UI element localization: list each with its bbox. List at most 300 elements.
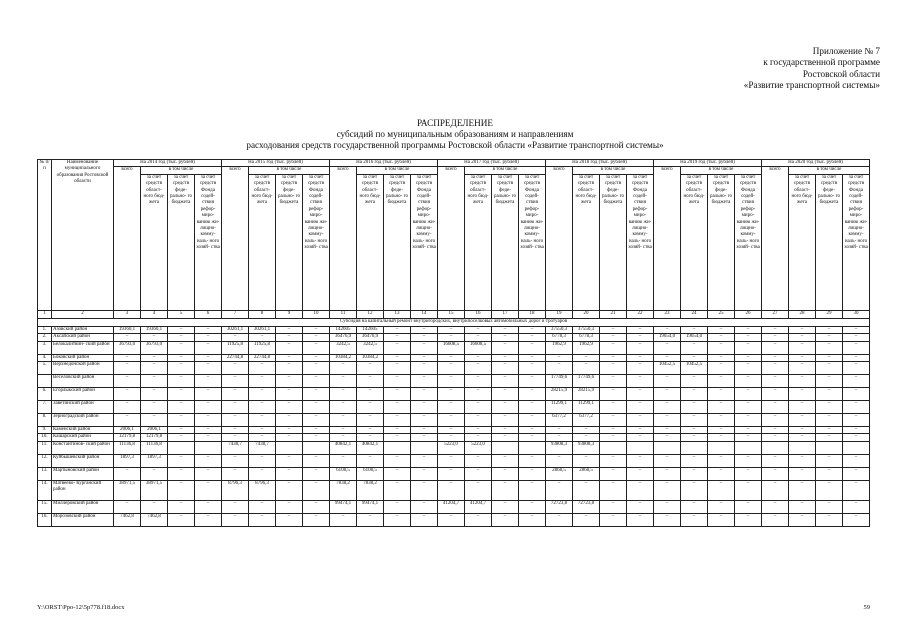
column-header-name: Наименование муниципального образования Ростовской области <box>52 160 114 311</box>
column-number-cell: 25 <box>708 310 735 318</box>
value-cell <box>195 441 222 454</box>
value-cell: – <box>411 414 438 427</box>
value-cell: – <box>546 354 573 361</box>
value-cell: – <box>114 414 141 427</box>
document-subtitle-line: субсидий по муниципальным образованиям и направлениям <box>336 129 574 140</box>
table-row <box>38 326 870 333</box>
value-cell: – <box>627 434 654 441</box>
column-header-year: На 2020 год (тыс. рублей) <box>762 160 870 167</box>
column-header-total: всего <box>222 167 249 310</box>
value-cell: – <box>492 500 519 513</box>
value-cell: – <box>303 334 330 341</box>
value-cell: 11299,1 <box>573 401 600 414</box>
value-cell: – <box>438 388 465 401</box>
value-cell: – <box>654 467 681 480</box>
value-cell: 36793,0 <box>141 341 168 354</box>
value-cell: – <box>762 427 789 434</box>
municipality-name-cell: Мартыновский район <box>52 467 114 480</box>
column-header-funding-source: за счет средств Фонда содей- ствия рефор- миро- ванию жи- лищно- комму- наль- ного хозяй- ства <box>735 174 762 310</box>
value-cell: – <box>627 388 654 401</box>
row-number-cell: 10. <box>38 434 52 441</box>
value-cell: – <box>789 454 816 467</box>
value-cell: – <box>843 434 870 441</box>
value-cell: – <box>573 427 600 434</box>
value-cell: – <box>789 401 816 414</box>
table-row <box>38 334 870 341</box>
value-cell: – <box>627 354 654 361</box>
value-cell: – <box>303 354 330 361</box>
value-cell: – <box>708 334 735 341</box>
appendix-line: Приложение № 7 <box>812 46 880 56</box>
value-cell: – <box>303 480 330 500</box>
value-cell: – <box>492 427 519 434</box>
value-cell: – <box>168 334 195 341</box>
value-cell: – <box>492 401 519 414</box>
value-cell: – <box>681 388 708 401</box>
value-cell: 19360,1 <box>141 326 168 333</box>
value-cell: – <box>276 354 303 361</box>
value-cell: – <box>843 427 870 434</box>
municipality-name-cell: Каменский район <box>52 427 114 434</box>
value-cell: – <box>843 334 870 341</box>
value-cell: – <box>411 388 438 401</box>
value-cell: – <box>627 480 654 500</box>
value-cell: – <box>168 427 195 434</box>
value-cell: – <box>168 500 195 513</box>
value-cell <box>789 441 816 454</box>
value-cell: – <box>303 362 330 375</box>
value-cell: – <box>708 401 735 414</box>
value-cell: – <box>384 414 411 427</box>
value-cell: – <box>465 480 492 500</box>
value-cell: – <box>492 480 519 500</box>
value-cell: – <box>681 513 708 526</box>
value-cell: – <box>843 326 870 333</box>
value-cell: – <box>816 500 843 513</box>
value-cell: – <box>330 414 357 427</box>
value-cell: – <box>195 388 222 401</box>
value-cell: – <box>357 414 384 427</box>
value-cell: 6377,2 <box>546 414 573 427</box>
table-row <box>38 362 870 375</box>
value-cell: – <box>384 354 411 361</box>
value-cell: – <box>249 427 276 434</box>
value-cell: – <box>762 513 789 526</box>
value-cell: 8796,3 <box>249 480 276 500</box>
value-cell: – <box>168 414 195 427</box>
column-number-cell: 18 <box>519 310 546 318</box>
value-cell: 11136,8 <box>114 441 141 454</box>
value-cell: – <box>654 480 681 500</box>
value-cell: – <box>114 354 141 361</box>
value-cell: – <box>195 454 222 467</box>
value-cell: – <box>519 362 546 375</box>
value-cell: – <box>195 401 222 414</box>
document-heading <box>120 118 790 152</box>
value-cell: – <box>735 326 762 333</box>
value-cell: – <box>303 500 330 513</box>
value-cell: 17749,6 <box>546 375 573 388</box>
value-cell: – <box>492 326 519 333</box>
footer-page-number: 59 <box>863 604 870 611</box>
value-cell: – <box>411 434 438 441</box>
column-header-year: На 2019 год (тыс. рублей) <box>654 160 762 167</box>
value-cell: – <box>114 362 141 375</box>
value-cell: – <box>627 375 654 388</box>
table-row <box>38 454 870 467</box>
value-cell: – <box>816 414 843 427</box>
value-cell: – <box>816 434 843 441</box>
column-number-cell: 22 <box>627 310 654 318</box>
value-cell: – <box>168 454 195 467</box>
column-header-funding-source: за счет средств Фонда содей- ствия рефор- миро- ванию жи- лищно- комму- наль- ного хозяй- ства <box>303 174 330 310</box>
value-cell: – <box>627 341 654 354</box>
column-header-total: всего <box>330 167 357 310</box>
value-cell: – <box>735 334 762 341</box>
value-cell: 40842,1 <box>357 441 384 454</box>
column-number-cell: 30 <box>843 310 870 318</box>
value-cell: – <box>168 513 195 526</box>
column-header-including: в том числе <box>681 167 762 174</box>
value-cell: – <box>195 513 222 526</box>
municipality-name-cell: Заветинский район <box>52 401 114 414</box>
value-cell: – <box>627 513 654 526</box>
value-cell: – <box>546 362 573 375</box>
value-cell: – <box>141 388 168 401</box>
value-cell: 7462,8 <box>114 513 141 526</box>
value-cell: – <box>384 341 411 354</box>
table-row <box>38 513 870 526</box>
value-cell: – <box>708 341 735 354</box>
value-cell: – <box>627 500 654 513</box>
column-number-cell: 16 <box>465 310 492 318</box>
column-number-cell: 24 <box>681 310 708 318</box>
municipality-name-cell: Миллеровский район <box>52 500 114 513</box>
value-cell: – <box>789 480 816 500</box>
row-number-cell: 1. <box>38 326 52 333</box>
value-cell: – <box>438 513 465 526</box>
value-cell: – <box>789 375 816 388</box>
value-cell: – <box>600 354 627 361</box>
value-cell: – <box>168 341 195 354</box>
value-cell: – <box>465 513 492 526</box>
value-cell: – <box>546 427 573 434</box>
value-cell: 41204,7 <box>465 500 492 513</box>
value-cell: – <box>330 362 357 375</box>
value-cell: – <box>843 354 870 361</box>
value-cell: – <box>276 467 303 480</box>
value-cell: – <box>708 467 735 480</box>
column-header-funding-source: за счет средств област- ного бюд- жета <box>573 174 600 310</box>
value-cell: – <box>222 414 249 427</box>
column-header-funding-source: за счет средств феде- рально- го бюджета <box>816 174 843 310</box>
value-cell: – <box>411 454 438 467</box>
value-cell: – <box>708 434 735 441</box>
municipality-name-cell: Куйбышевский район <box>52 454 114 467</box>
value-cell: – <box>492 354 519 361</box>
value-cell: 11925,8 <box>249 341 276 354</box>
value-cell: 6778,3 <box>546 334 573 341</box>
value-cell: – <box>195 480 222 500</box>
value-cell: 2868,5 <box>546 467 573 480</box>
value-cell: – <box>735 362 762 375</box>
value-cell: – <box>600 454 627 467</box>
value-cell: – <box>438 480 465 500</box>
row-number-cell: 12. <box>38 454 52 467</box>
value-cell: – <box>600 414 627 427</box>
value-cell: – <box>843 467 870 480</box>
value-cell: – <box>114 467 141 480</box>
table-row <box>38 375 870 388</box>
value-cell: 22744,8 <box>249 354 276 361</box>
value-cell <box>843 441 870 454</box>
value-cell: – <box>519 513 546 526</box>
value-cell: – <box>411 480 438 500</box>
value-cell: – <box>114 375 141 388</box>
value-cell: – <box>762 401 789 414</box>
value-cell: – <box>600 375 627 388</box>
column-header-funding-source: за счет средств област- ного бюд- жета <box>357 174 384 310</box>
value-cell: – <box>735 434 762 441</box>
value-cell: – <box>465 454 492 467</box>
value-cell: 12179,8 <box>114 434 141 441</box>
column-header-funding-source: за счет средств феде- рально- го бюджета <box>384 174 411 310</box>
value-cell: – <box>168 375 195 388</box>
value-cell <box>681 441 708 454</box>
table-row <box>38 480 870 500</box>
value-cell: – <box>843 375 870 388</box>
document-subtitle-line: расходования средств государственной программы Ростовской области «Развитие транспортной системы» <box>246 140 664 151</box>
value-cell: – <box>789 326 816 333</box>
value-cell: – <box>411 326 438 333</box>
value-cell: – <box>168 467 195 480</box>
value-cell: – <box>600 401 627 414</box>
value-cell: – <box>222 500 249 513</box>
column-header-year: На 2018 год (тыс. рублей) <box>546 160 654 167</box>
value-cell: – <box>816 480 843 500</box>
value-cell: – <box>384 454 411 467</box>
value-cell: – <box>789 513 816 526</box>
value-cell: – <box>411 354 438 361</box>
value-cell: – <box>708 500 735 513</box>
value-cell: – <box>249 388 276 401</box>
column-number-cell: 12 <box>357 310 384 318</box>
value-cell: – <box>303 454 330 467</box>
value-cell: – <box>357 434 384 441</box>
value-cell: – <box>843 388 870 401</box>
value-cell: – <box>681 480 708 500</box>
value-cell: – <box>654 454 681 467</box>
value-cell: – <box>411 513 438 526</box>
value-cell: – <box>276 401 303 414</box>
value-cell: 1962,9 <box>573 341 600 354</box>
value-cell: – <box>168 354 195 361</box>
value-cell: – <box>843 341 870 354</box>
value-cell: 16608,5 <box>465 341 492 354</box>
row-number-cell: 6. <box>38 388 52 401</box>
value-cell: – <box>195 334 222 341</box>
value-cell: – <box>816 375 843 388</box>
value-cell: – <box>816 354 843 361</box>
value-cell: – <box>735 500 762 513</box>
value-cell: – <box>222 375 249 388</box>
value-cell: – <box>222 388 249 401</box>
column-header-funding-source: за счет средств област- ного бюд- жета <box>141 174 168 310</box>
row-number-cell: 14. <box>38 480 52 500</box>
value-cell: 2006,1 <box>141 427 168 434</box>
value-cell: – <box>708 362 735 375</box>
value-cell: – <box>492 414 519 427</box>
column-header-including: в том числе <box>249 167 330 174</box>
value-cell: – <box>762 354 789 361</box>
value-cell: – <box>438 414 465 427</box>
value-cell: – <box>438 354 465 361</box>
value-cell: – <box>546 434 573 441</box>
value-cell: – <box>789 334 816 341</box>
municipality-name-cell: Азовский район <box>52 326 114 333</box>
value-cell: – <box>195 341 222 354</box>
value-cell: – <box>681 354 708 361</box>
value-cell: – <box>627 467 654 480</box>
value-cell: – <box>681 467 708 480</box>
value-cell: – <box>411 334 438 341</box>
value-cell: – <box>303 341 330 354</box>
value-cell: – <box>303 513 330 526</box>
table-row <box>38 414 870 427</box>
value-cell: – <box>384 388 411 401</box>
value-cell: – <box>141 354 168 361</box>
value-cell: – <box>735 375 762 388</box>
value-cell: – <box>492 454 519 467</box>
value-cell: – <box>519 334 546 341</box>
value-cell: – <box>762 362 789 375</box>
value-cell: – <box>438 362 465 375</box>
value-cell: – <box>114 334 141 341</box>
value-cell: – <box>249 454 276 467</box>
value-cell: 11299,1 <box>546 401 573 414</box>
value-cell: 16608,5 <box>438 341 465 354</box>
value-cell: – <box>249 513 276 526</box>
value-cell: – <box>168 326 195 333</box>
column-number-row <box>38 310 870 318</box>
value-cell: – <box>843 500 870 513</box>
value-cell: – <box>465 388 492 401</box>
column-header-including: в том числе <box>789 167 870 174</box>
value-cell: – <box>492 388 519 401</box>
value-cell: – <box>789 341 816 354</box>
value-cell: – <box>168 401 195 414</box>
value-cell: 10452,5 <box>654 362 681 375</box>
value-cell: – <box>438 467 465 480</box>
value-cell: – <box>384 362 411 375</box>
column-header-including: в том числе <box>465 167 546 174</box>
value-cell: – <box>708 354 735 361</box>
value-cell: – <box>222 467 249 480</box>
value-cell: 5223,0 <box>465 441 492 454</box>
value-cell: – <box>330 375 357 388</box>
column-header-funding-source: за счет средств област- ного бюд- жета <box>465 174 492 310</box>
value-cell: 17749,6 <box>573 375 600 388</box>
value-cell: – <box>708 480 735 500</box>
value-cell: – <box>141 467 168 480</box>
value-cell: – <box>762 334 789 341</box>
municipality-name-cell: Зерноградский район <box>52 414 114 427</box>
row-number-cell: 9. <box>38 427 52 434</box>
value-cell: 99474,1 <box>357 500 384 513</box>
value-cell: – <box>384 467 411 480</box>
value-cell: – <box>465 362 492 375</box>
value-cell: 22744,8 <box>222 354 249 361</box>
value-cell: – <box>519 354 546 361</box>
value-cell: – <box>708 427 735 434</box>
value-cell: – <box>141 334 168 341</box>
value-cell: – <box>816 513 843 526</box>
value-cell <box>411 441 438 454</box>
footer-file-path: Y:\ORST\Ppo-12\5p778.f18.docx <box>37 604 125 611</box>
column-number-cell: 19 <box>546 310 573 318</box>
value-cell: – <box>276 513 303 526</box>
value-cell: – <box>438 401 465 414</box>
municipality-name-cell: Белокалитвин- ский район <box>52 341 114 354</box>
value-cell: – <box>600 362 627 375</box>
appendix-line: «Развитие транспортной системы» <box>743 79 880 90</box>
value-cell: – <box>519 388 546 401</box>
column-number-cell: 4 <box>141 310 168 318</box>
value-cell: – <box>789 414 816 427</box>
value-cell: – <box>519 480 546 500</box>
value-cell: – <box>384 334 411 341</box>
column-header-funding-source: за счет средств феде- рально- го бюджета <box>168 174 195 310</box>
value-cell: – <box>222 454 249 467</box>
column-header-total: всего <box>654 167 681 310</box>
value-cell: – <box>654 388 681 401</box>
municipality-name-cell: Верхнедонской район <box>52 362 114 375</box>
value-cell: 10384,2 <box>357 354 384 361</box>
value-cell: – <box>519 434 546 441</box>
municipality-name-cell: Боковский район <box>52 354 114 361</box>
value-cell: – <box>276 480 303 500</box>
value-cell: – <box>519 414 546 427</box>
value-cell: – <box>276 326 303 333</box>
value-cell: – <box>141 414 168 427</box>
row-number-cell: 5. <box>38 362 52 375</box>
value-cell: – <box>843 513 870 526</box>
value-cell: – <box>789 388 816 401</box>
column-number-cell: 28 <box>789 310 816 318</box>
value-cell: – <box>114 401 141 414</box>
value-cell: – <box>438 375 465 388</box>
value-cell: – <box>681 434 708 441</box>
column-header-total: всего <box>546 167 573 310</box>
value-cell: – <box>735 467 762 480</box>
value-cell: – <box>249 334 276 341</box>
value-cell: – <box>492 434 519 441</box>
value-cell: 93808,3 <box>546 441 573 454</box>
value-cell: 30261,1 <box>249 326 276 333</box>
value-cell: – <box>789 500 816 513</box>
table-row <box>38 388 870 401</box>
value-cell: – <box>411 467 438 480</box>
value-cell: 38971,5 <box>141 480 168 500</box>
value-cell: – <box>438 334 465 341</box>
municipality-name-cell: Матвеево- Курганский район <box>52 480 114 500</box>
value-cell: – <box>492 362 519 375</box>
value-cell: – <box>357 401 384 414</box>
value-cell: – <box>222 427 249 434</box>
value-cell: – <box>546 480 573 500</box>
value-cell: – <box>222 434 249 441</box>
value-cell: – <box>708 388 735 401</box>
